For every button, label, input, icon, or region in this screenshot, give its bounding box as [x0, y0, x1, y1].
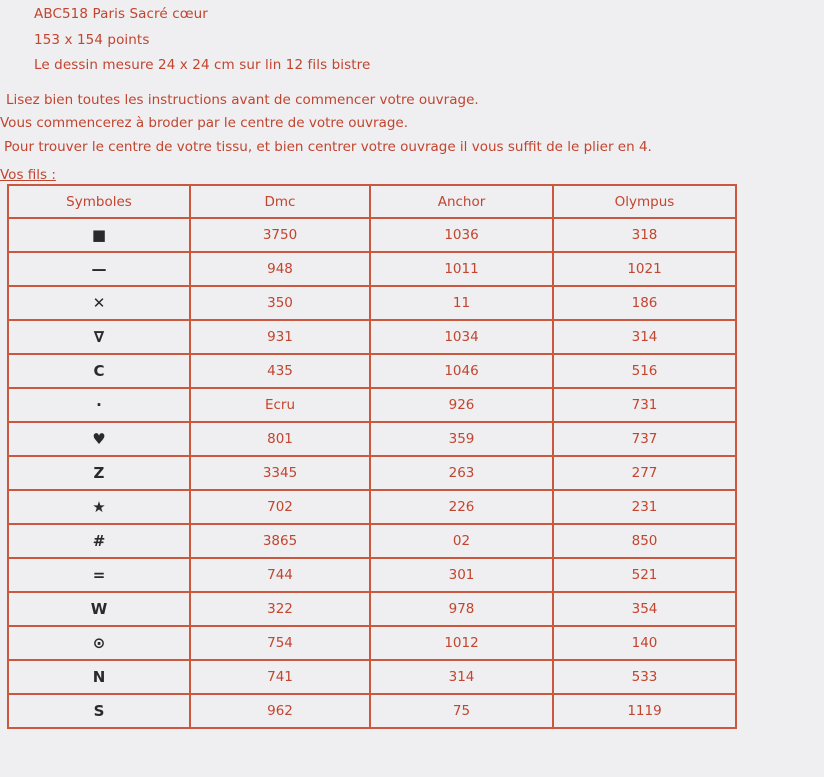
anchor-value: 263 [370, 456, 553, 490]
table-row [8, 286, 736, 320]
hash-icon: # [8, 524, 190, 558]
anchor-value: 314 [370, 660, 553, 694]
equals-icon: = [8, 558, 190, 592]
filled-square-icon: ■ [8, 218, 190, 252]
table-row [8, 694, 736, 728]
olympus-value: 737 [553, 422, 736, 456]
anchor-value: 978 [370, 592, 553, 626]
dmc-value: 350 [190, 286, 370, 320]
pattern-title: ABC518 Paris Sacré cœur [34, 6, 208, 22]
dmc-value: 3345 [190, 456, 370, 490]
header-olympus: Olympus [553, 185, 736, 218]
circled-dot-icon: ⊙ [8, 626, 190, 660]
letter-n-icon: N [8, 660, 190, 694]
table-row [8, 354, 736, 388]
dmc-value: 754 [190, 626, 370, 660]
anchor-value: 1034 [370, 320, 553, 354]
table-row [8, 660, 736, 694]
header-dmc: Dmc [190, 185, 370, 218]
dmc-value: 3865 [190, 524, 370, 558]
letter-z-icon: Z [8, 456, 190, 490]
table-row [8, 558, 736, 592]
olympus-value: 850 [553, 524, 736, 558]
anchor-value: 1011 [370, 252, 553, 286]
dmc-value: 435 [190, 354, 370, 388]
heart-icon: ♥ [8, 422, 190, 456]
olympus-value: 277 [553, 456, 736, 490]
table-row [8, 456, 736, 490]
table-row [8, 592, 736, 626]
dmc-value: 744 [190, 558, 370, 592]
anchor-value: 226 [370, 490, 553, 524]
anchor-value: 11 [370, 286, 553, 320]
table-row [8, 320, 736, 354]
olympus-value: 140 [553, 626, 736, 660]
dmc-value: 322 [190, 592, 370, 626]
olympus-value: 314 [553, 320, 736, 354]
dot-icon: · [8, 388, 190, 422]
design-size: Le dessin mesure 24 x 24 cm sur lin 12 fils bistre [34, 57, 371, 73]
dmc-value: 801 [190, 422, 370, 456]
anchor-value: 301 [370, 558, 553, 592]
header-anchor: Anchor [370, 185, 553, 218]
instruction-line-1: Lisez bien toutes les instructions avant de commencer votre ouvrage. [6, 92, 479, 108]
olympus-value: 354 [553, 592, 736, 626]
thread-table [7, 184, 737, 729]
olympus-value: 731 [553, 388, 736, 422]
dmc-value: 741 [190, 660, 370, 694]
cross-x-icon: ✕ [8, 286, 190, 320]
dmc-value: Ecru [190, 388, 370, 422]
dmc-value: 931 [190, 320, 370, 354]
table-row [8, 218, 736, 252]
olympus-value: 186 [553, 286, 736, 320]
table-row [8, 252, 736, 286]
threads-label: Vos fils : [0, 167, 56, 183]
stitch-count: 153 x 154 points [34, 32, 150, 48]
dash-icon: — [8, 252, 190, 286]
anchor-value: 359 [370, 422, 553, 456]
star-icon: ★ [8, 490, 190, 524]
instruction-line-3: Pour trouver le centre de votre tissu, et bien centrer votre ouvrage il vous suffit de le plier en 4. [4, 139, 652, 155]
olympus-value: 1119 [553, 694, 736, 728]
anchor-value: 1046 [370, 354, 553, 388]
olympus-value: 1021 [553, 252, 736, 286]
dmc-value: 3750 [190, 218, 370, 252]
dmc-value: 702 [190, 490, 370, 524]
olympus-value: 318 [553, 218, 736, 252]
anchor-value: 02 [370, 524, 553, 558]
header-symboles: Symboles [8, 185, 190, 218]
anchor-value: 926 [370, 388, 553, 422]
olympus-value: 533 [553, 660, 736, 694]
table-row [8, 422, 736, 456]
table-row [8, 388, 736, 422]
instruction-line-2: Vous commencerez à broder par le centre de votre ouvrage. [0, 115, 409, 131]
nabla-triangle-icon: ∇ [8, 320, 190, 354]
letter-w-icon: W [8, 592, 190, 626]
dmc-value: 948 [190, 252, 370, 286]
olympus-value: 516 [553, 354, 736, 388]
table-header-row [8, 185, 736, 218]
olympus-value: 231 [553, 490, 736, 524]
anchor-value: 75 [370, 694, 553, 728]
letter-s-icon: S [8, 694, 190, 728]
table-row [8, 490, 736, 524]
dmc-value: 962 [190, 694, 370, 728]
table-row [8, 626, 736, 660]
letter-c-icon: C [8, 354, 190, 388]
table-row [8, 524, 736, 558]
anchor-value: 1036 [370, 218, 553, 252]
anchor-value: 1012 [370, 626, 553, 660]
olympus-value: 521 [553, 558, 736, 592]
